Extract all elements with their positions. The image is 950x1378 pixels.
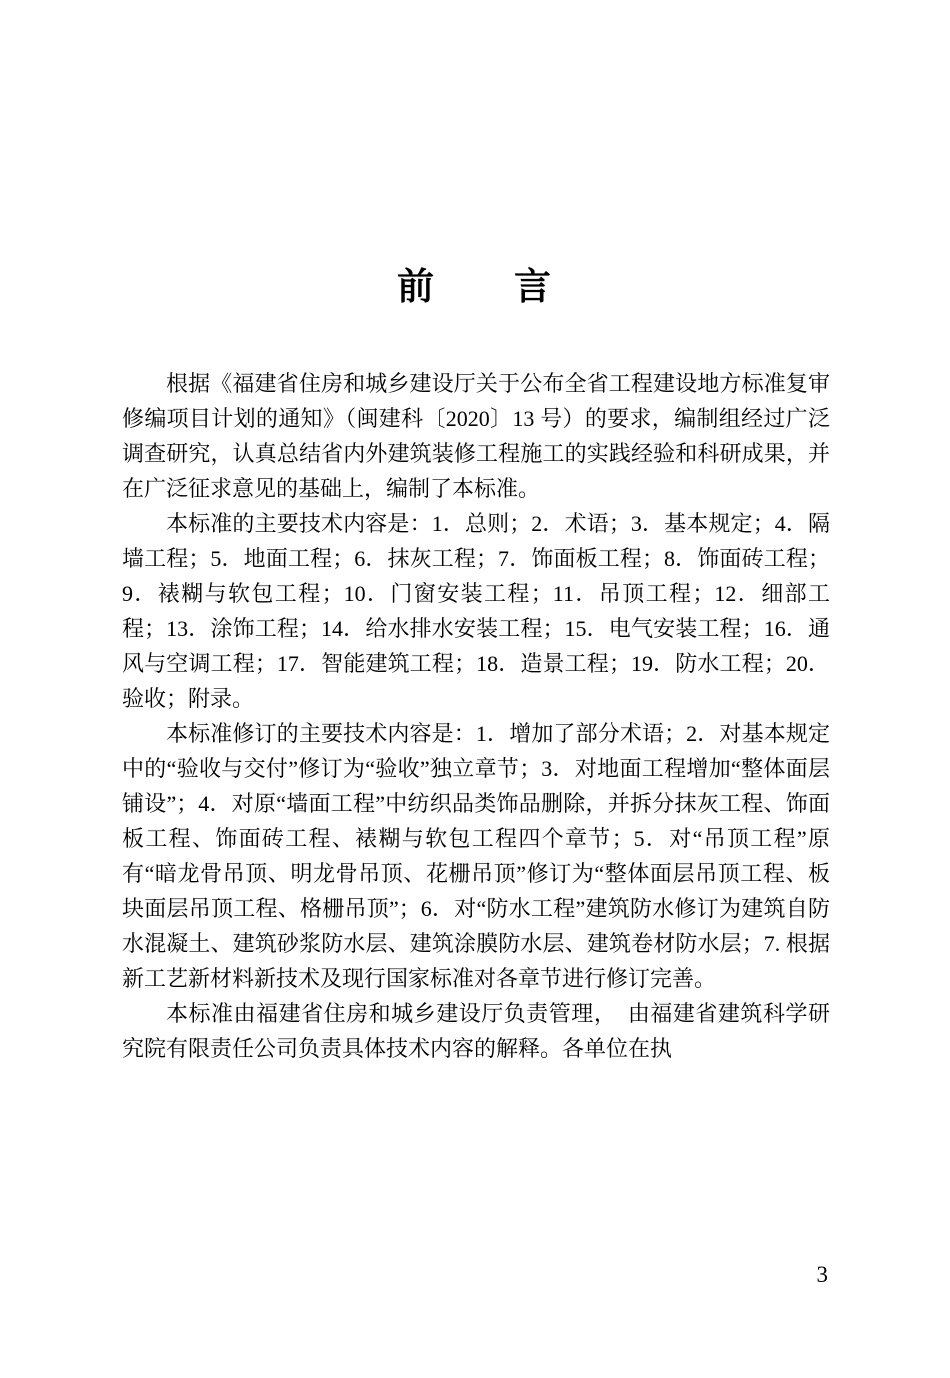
page-number: 3 xyxy=(816,1262,828,1287)
paragraph-revision-contents: 本标准修订的主要技术内容是：1．增加了部分术语；2．对基本规定中的“验收与交付”修订为“验收”独立章节；3．对地面工程增加“整体面层铺设”；4．对原“墙面工程”中纺织品类饰品删除，并拆分抹灰工程、饰面板工程、饰面砖工程、裱糊与软包工程四个章节；5．对“吊顶工程”原有“暗龙骨吊顶、明龙骨吊顶、花栅吊顶”修订为“整体面层吊顶工程、板块面层吊顶工程、格栅吊顶”；6．对“防水工程”建筑防水修订为建筑自防水混凝土、建筑砂浆防水层、建筑涂膜防水层、建筑卷材防水层；7. 根据新工艺新材料新技术及现行国家标准对各章节进行修订完善。 xyxy=(122,721,830,991)
paragraph-main-contents: 本标准的主要技术内容是：1．总则；2．术语；3．基本规定；4．隔墙工程；5．地面工程；6．抹灰工程；7．饰面板工程；8．饰面砖工程；9．裱糊与软包工程；10．门窗安装工程；11．吊顶工程；12．细部工程；13．涂饰工程；14．给水排水安装工程；15．电气安装工程；16．通风与空调工程；17．智能建筑工程；18．造景工程；19．防水工程；20．验收；附录。 xyxy=(122,511,830,711)
page-title: 前 言 xyxy=(397,267,553,308)
paragraph-intro: 根据《福建省住房和城乡建设厅关于公布全省工程建设地方标准复审修编项目计划的通知》（闽建科〔2020〕13 号）的要求，编制组经过广泛调查研究，认真总结省内外建筑装修工程施工的实践经验和科研成果，并在广泛征求意见的基础上，编制了本标准。 xyxy=(122,371,830,501)
document-body xyxy=(122,366,830,1066)
paragraph-management: 本标准由福建省住房和城乡建设厅负责管理， 由福建省建筑科学研究院有限责任公司负责具体技术内容的解释。各单位在执 xyxy=(122,1001,830,1061)
